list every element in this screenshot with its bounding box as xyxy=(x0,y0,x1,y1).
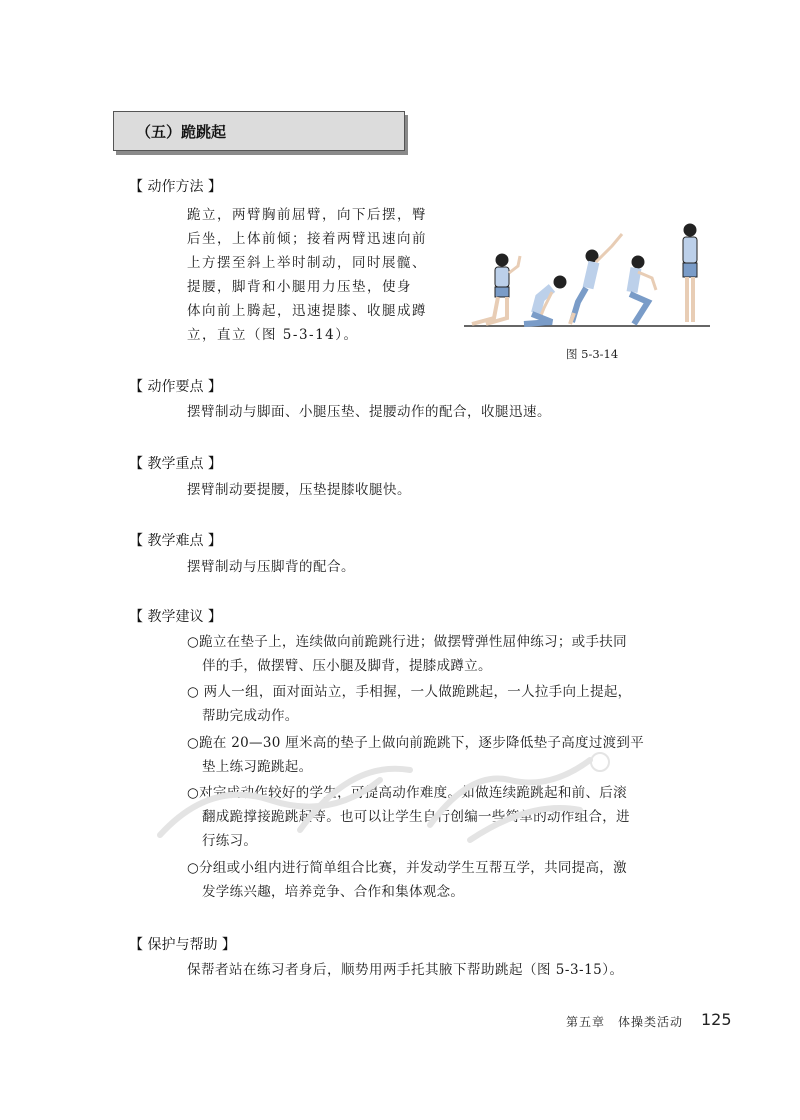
key-points-label: 【 动作要点 】 xyxy=(129,379,222,395)
protection-text: 保帮者站在练习者身后，顺势用两手托其腋下帮助跳起（图 5-3-15）。 xyxy=(187,962,624,978)
figure-squat xyxy=(630,256,656,324)
figure-kneel xyxy=(472,254,520,324)
figure-leap xyxy=(570,234,622,324)
method-line: 立，直立（图 5-3-14）。 xyxy=(187,327,359,343)
kneeling-jump-figure xyxy=(462,218,712,333)
suggestion-line: ○分组或小组内进行简单组合比赛，并发动学生互帮互学，共同提高，激 xyxy=(187,860,627,876)
figure-crouch xyxy=(524,276,566,324)
suggestion-item xyxy=(187,680,631,728)
suggestion-line: ○跪立在垫子上，连续做向前跪跳行进；做摆臂弹性屈伸练习；或手扶同 xyxy=(187,634,627,650)
method-line: 跪立，两臂胸前屈臂，向下后摆，臀 xyxy=(187,207,427,223)
suggestion-line: 行练习。 xyxy=(202,833,258,849)
protection-label: 【 保护与帮助 】 xyxy=(129,937,236,953)
suggestion-line: ○跪在 20—30 厘米高的垫子上做向前跪跳下，逐步降低垫子高度过渡到平 xyxy=(187,735,645,751)
key-points-text: 摆臂制动与脚面、小腿压垫、提腰动作的配合，收腿迅速。 xyxy=(187,404,551,420)
teaching-focus-text: 摆臂制动要提腰，压垫提膝收腿快。 xyxy=(187,482,411,498)
teaching-difficulty-text: 摆臂制动与压脚背的配合。 xyxy=(187,559,355,575)
suggestion-line: 帮助完成动作。 xyxy=(202,708,299,724)
watermark-graphic xyxy=(150,740,620,850)
section-title-box xyxy=(113,111,405,151)
method-text xyxy=(187,203,427,347)
suggestion-line: 翻成跪撑接跪跳起等。也可以让学生自行创编一些简单的动作组合，进 xyxy=(202,809,630,825)
figure-stand xyxy=(683,224,697,322)
section-title: （五）跪跳起 xyxy=(136,123,227,141)
suggestions-label: 【 教学建议 】 xyxy=(129,609,222,625)
teaching-focus-label: 【 教学重点 】 xyxy=(129,456,222,472)
method-line: 体向前上腾起，迅速提膝、收腿成蹲 xyxy=(187,303,427,319)
suggestion-line: 伴的手，做摆臂、压小腿及脚背，提膝成蹲立。 xyxy=(202,658,492,674)
suggestion-line: 垫上练习跪跳起。 xyxy=(202,759,313,775)
figure-caption: 图 5-3-14 xyxy=(566,347,619,361)
suggestion-line: 发学练兴趣，培养竞争、合作和集体观念。 xyxy=(202,884,465,900)
suggestion-item xyxy=(187,630,627,678)
suggestion-item xyxy=(187,856,627,904)
page-number: 125 xyxy=(701,1010,732,1029)
method-line: 提腰，脚背和小腿用力压垫，使身 xyxy=(187,279,412,295)
method-line: 后坐，上体前倾；接着两臂迅速向前 xyxy=(187,231,427,247)
teaching-difficulty-label: 【 教学难点 】 xyxy=(129,533,222,549)
method-label: 【 动作方法 】 xyxy=(129,179,222,195)
footer-chapter: 第五章 体操类活动 xyxy=(566,1015,684,1029)
method-line: 上方摆至斜上举时制动，同时展髋、 xyxy=(187,255,427,271)
suggestion-line: ○对完成动作较好的学生，可提高动作难度。如做连续跪跳起和前、后滚 xyxy=(187,785,627,801)
suggestion-line: ○ 两人一组，面对面站立，手相握，一人做跪跳起，一人拉手向上提起， xyxy=(187,684,632,700)
